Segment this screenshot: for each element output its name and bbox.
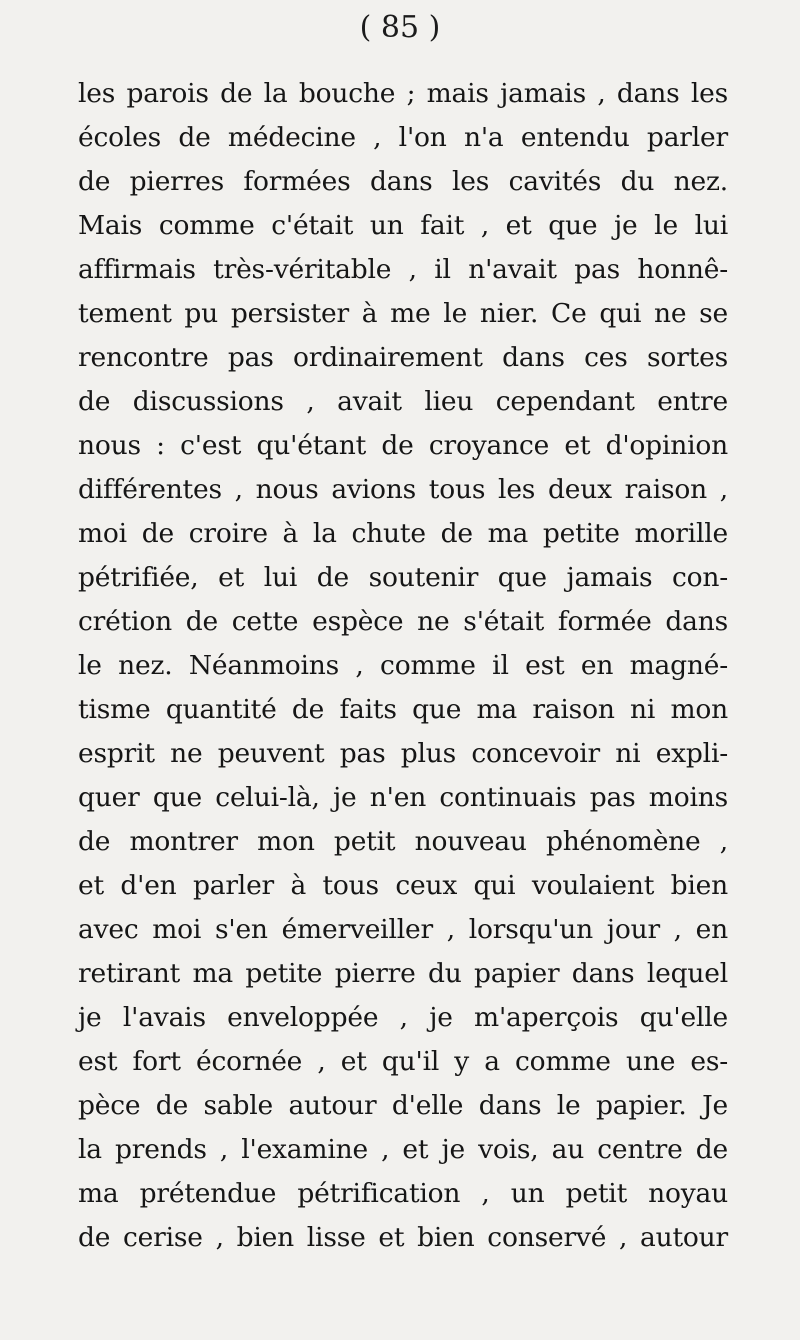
text-line: de discussions , avait lieu cependant entre: [78, 386, 728, 417]
text-line: de cerise , bien lisse et bien conservé , autour: [78, 1222, 728, 1253]
text-line: et d'en parler à tous ceux qui voulaient bien: [78, 870, 728, 901]
text-line: le nez. Néanmoins , comme il est en magné-: [78, 650, 728, 681]
text-line: les parois de la bouche ; mais jamais , dans les: [78, 78, 728, 109]
text-line: de montrer mon petit nouveau phénomène ,: [78, 826, 728, 857]
text-line: avec moi s'en émerveiller , lorsqu'un jour , en: [78, 914, 728, 945]
text-line: quer que celui-là, je n'en continuais pas moins: [78, 782, 728, 813]
text-line: affirmais très-véritable , il n'avait pas honnê-: [78, 254, 728, 285]
text-line: écoles de médecine , l'on n'a entendu parler: [78, 122, 728, 153]
text-line: pétrifiée, et lui de soutenir que jamais con-: [78, 562, 728, 593]
text-line: de pierres formées dans les cavités du nez.: [78, 166, 728, 197]
text-line: ma prétendue pétrification , un petit noyau: [78, 1178, 728, 1209]
text-line: rencontre pas ordinairement dans ces sortes: [78, 342, 728, 373]
text-line: esprit ne peuvent pas plus concevoir ni expli-: [78, 738, 728, 769]
text-line: tement pu persister à me le nier. Ce qui ne se: [78, 298, 728, 329]
text-line: crétion de cette espèce ne s'était formée dans: [78, 606, 728, 637]
text-line: moi de croire à la chute de ma petite morille: [78, 518, 728, 549]
text-line: tisme quantité de faits que ma raison ni mon: [78, 694, 728, 725]
text-line: je l'avais enveloppée , je m'aperçois qu'elle: [78, 1002, 728, 1033]
text-line: la prends , l'examine , et je vois, au centre de: [78, 1134, 728, 1165]
text-line: différentes , nous avions tous les deux raison ,: [78, 474, 728, 505]
page-number: ( 85 ): [359, 10, 441, 45]
text-line: Mais comme c'était un fait , et que je le lui: [78, 210, 728, 241]
text-line: pèce de sable autour d'elle dans le papier. Je: [78, 1090, 728, 1121]
text-line: est fort écornée , et qu'il y a comme une es-: [78, 1046, 728, 1077]
text-line: nous : c'est qu'étant de croyance et d'opinion: [78, 430, 728, 461]
body-text: [78, 72, 728, 1260]
text-line: retirant ma petite pierre du papier dans lequel: [78, 958, 728, 989]
